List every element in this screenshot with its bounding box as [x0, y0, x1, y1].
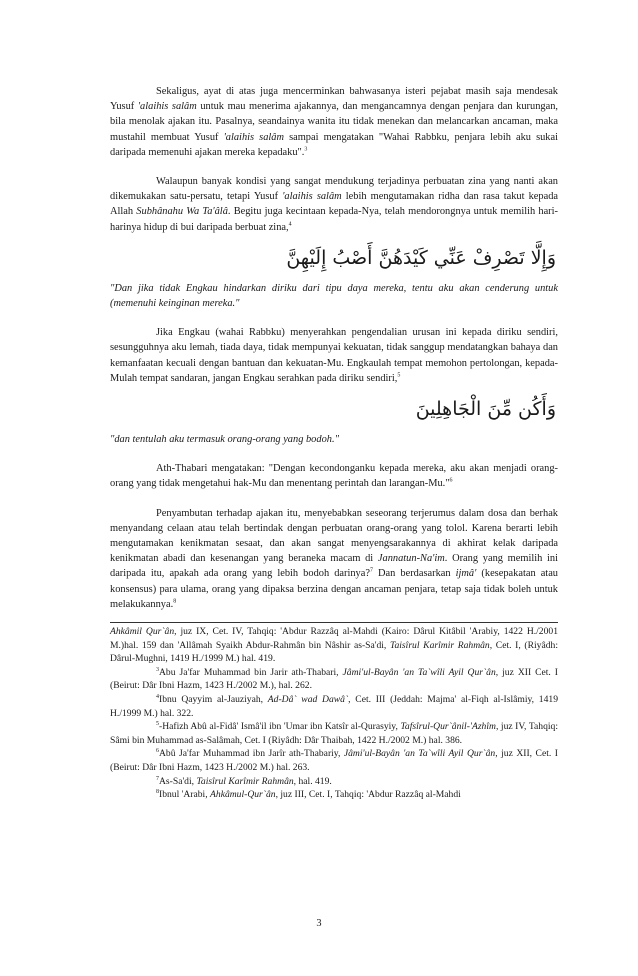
footnote-ref[interactable]: 7	[369, 568, 373, 574]
footnotes	[110, 625, 558, 802]
text-run: , juz IV, Tahqiq: Sâmi bin Muhammad as-Salâmah, Cet. I (Riyâdh: Dâr Thaibah, 1422 H./2002 M.) hal. 386.	[110, 721, 558, 746]
text-run: As-Sa'di,	[159, 775, 197, 787]
arabic-verse-2: وَأَكُن مِّنَ الْجَاهِلِينَ	[415, 398, 556, 421]
text-run: untuk mau menerima ajakannya, dan mengancamnya dengan penjara dan kurungan, bila menolak ajakan itu. Pasalnya, seandainya wanita itu tidak menekan dan melancarkan ancaman, maka mustahil membuat Yusuf	[110, 101, 558, 143]
footnote-marker: 7	[156, 775, 159, 782]
text-run: Ath-Thabari mengatakan: "Dengan kecondonganku kepada mereka, aku akan menjadi orang-orang yang tidak mengetahui hak-Mu dan menentang perintah dan larangan-Mu."	[110, 463, 558, 490]
paragraph-3	[110, 325, 558, 386]
paragraph-1	[110, 84, 558, 160]
italic-run: Jâmi'ul-Bayân 'an Ta`wîli Ayil Qur`ân	[342, 666, 496, 678]
paragraph-2	[110, 174, 558, 235]
italic-run: Ad-Dâ` wad Dawâ`	[267, 694, 349, 706]
footnote-ref[interactable]: 8	[173, 598, 177, 605]
text-run: sampai mengatakan "Wahai Rabbku, penjara lebih aku sukai daripada memenuhi ajakan mereka kepadaku".	[110, 131, 558, 158]
italic-run: 'alaihis salâm	[137, 101, 197, 113]
text-run: , Cet. III (Jeddah: Majma' al-Fiqh al-Islâmiy, 1419 H./1999 M.) hal. 322.	[110, 694, 558, 719]
footnote-ref[interactable]: 3	[304, 146, 308, 153]
text-run: , Cet. I, (Riyâdh: Dârul-Mughni, 1419 H./1999 M.) hal. 419.	[110, 639, 558, 665]
text-run: Jika Engkau (wahai Rabbku) menyerahkan pengendalian urusan ini kepada diriku sendiri, sesungguhnya aku lemah, tiada daya, tidak mempunyai kekuatan, tidak sanggup mendatangkan bahaya dan kemanfaatan kecuali dengan bantuan dan kekuatan-Mu. Engkaulah tempat memohon pertolongan, kepada-Mulah tempat sandaran, jangan Engkau serahkan pada diriku sendiri,	[110, 327, 558, 384]
text-run: . Begitu juga kecintaan kepada-Nya, telah mendorongnya untuk memilih hari-harinya hidup di bui daripada berbuat zina,	[110, 206, 558, 233]
paragraph-5	[110, 506, 558, 612]
text-run: , hal. 419.	[293, 775, 332, 787]
italic-run: Tafsîrul-Qur`ânil-'Azhîm	[400, 721, 496, 733]
text-run: Ibnul 'Arabi,	[159, 789, 211, 801]
text-run: Abu Ja'far Muhammad bin Jarir ath-Thabari,	[159, 666, 343, 678]
footnote-marker: 5	[156, 721, 159, 728]
document-page	[110, 84, 558, 802]
text-run: Abû Ja'far Muhammad ibn Jarîr ath-Thabariy,	[159, 748, 344, 760]
italic-run: Jannatun-Na'im	[377, 553, 445, 565]
footnote-marker: 8	[156, 789, 159, 796]
text-run: Sekaligus, ayat di atas juga mencerminkan bahwasanya isteri pejabat masih saja mendesak Yusuf	[110, 86, 558, 113]
italic-run: ijmâ'	[455, 568, 477, 580]
footnote-marker: 6	[156, 748, 159, 755]
arabic-verse-1: وَإِلَّا تَصْرِفْ عَنِّي كَيْدَهُنَّ أَصْبُ إِلَيْهِنَّ	[286, 246, 556, 269]
text-run: , juz IX, Cet. IV, Tahqiq: 'Abdur Razzâq al-Mahdi (Kairo: Dârul Kitâbil 'Arabiy, 1422 H./2001 M.)hal. 159 dan 'Allâmah Syaikh Abdur-Rahmân bin Nâshir as-Sa'di,	[110, 626, 558, 651]
footnote-4	[110, 693, 558, 720]
text-run: Penyambutan terhadap ajakan itu, menyebabkan seseorang terjerumus dalam dosa dan berhak menyandang celaan atau telah bertindak dengan perbuatan orang-orang yang tolol. Karena berarti lebih mengutamakan kenikmatan sesaat, dan akan sangat menyengsarakannya di akhirat kelak daripada kenikmatan abadi dan kesenangan yang beraneka macam di	[110, 507, 558, 565]
text-run: (kesepakatan atau konsensus) para ulama, orang yang dipaksa berzina dengan ancaman penjara, tetap saja tidak boleh untuk melakukannya.	[110, 568, 559, 610]
text-run: Dan berdasarkan	[372, 568, 456, 580]
footnote-8	[110, 788, 558, 802]
footnote-ref[interactable]: 6	[449, 477, 453, 484]
italic-run: Subhânahu Wa Ta'âlâ	[136, 206, 228, 218]
text-run: , juz III, Cet. I, Tahqiq: 'Abdur Razzâq al-Mahdi	[275, 789, 461, 801]
text-run: Walaupun banyak kondisi yang sangat mendukung terjadinya perbuatan zina yang nanti akan dikemukakan satu-persatu, tetapi Yusuf	[110, 176, 558, 203]
italic-run: Taisîrul Karîmir Rahmân	[196, 775, 294, 787]
footnote-ref[interactable]: 4	[288, 221, 292, 228]
footnote-7	[110, 775, 558, 789]
italic-run: Taisîrul Karîmir Rahmân	[390, 639, 490, 651]
text-run: -Hafizh Abû al-Fidâ' Ismâ'il ibn 'Umar ibn Katsîr al-Qurasyiy,	[159, 721, 401, 733]
text-run: , juz XII, Cet. I (Beirut: Dâr Ibni Hazm, 1423 H./2002 M.) hal. 263.	[110, 748, 558, 774]
text-run: . Orang yang memilih ini daripada itu, apakah ada orang yang lebih bodoh darinya?	[110, 553, 558, 580]
text-run: Ibnu Qayyim al-Jauziyah,	[159, 694, 268, 706]
italic-run: 'alaihis salâm	[223, 131, 284, 143]
footnote-marker: 4	[156, 693, 159, 700]
italic-run: Ahkâmul-Qur`ân	[210, 789, 276, 801]
footnote-marker: 3	[156, 666, 159, 673]
footnote-continued	[110, 625, 558, 666]
verse-translation-1: "Dan jika tidak Engkau hindarkan diriku dari tipu daya mereka, tentu aku akan cenderung untuk (memenuhi keinginan mereka."	[110, 282, 558, 310]
footnote-divider	[110, 622, 558, 623]
italic-run: Jâmi'ul-Bayân 'an Ta`wîli Ayil Qur`ân	[343, 748, 496, 760]
text-run: lebih mengutamakan ridha dan rasa takut kepada Allah	[110, 191, 559, 218]
page-number: 3	[316, 918, 322, 929]
paragraph-4	[110, 461, 558, 491]
footnote-6	[110, 747, 558, 774]
footnote-ref[interactable]: 5	[397, 372, 401, 379]
footnote-5	[110, 720, 558, 747]
text-run: , juz XII Cet. I (Beirut: Dâr Ibni Hazm, 1423 H./2002 M.), hal. 262.	[110, 666, 558, 692]
verse-translation-2: "dan tentulah aku termasuk orang-orang yang bodoh."	[110, 434, 339, 446]
footnote-3	[110, 666, 558, 693]
italic-run: Ahkâmil Qur`ân	[110, 626, 175, 638]
italic-run: 'alaihis salâm	[282, 191, 342, 203]
